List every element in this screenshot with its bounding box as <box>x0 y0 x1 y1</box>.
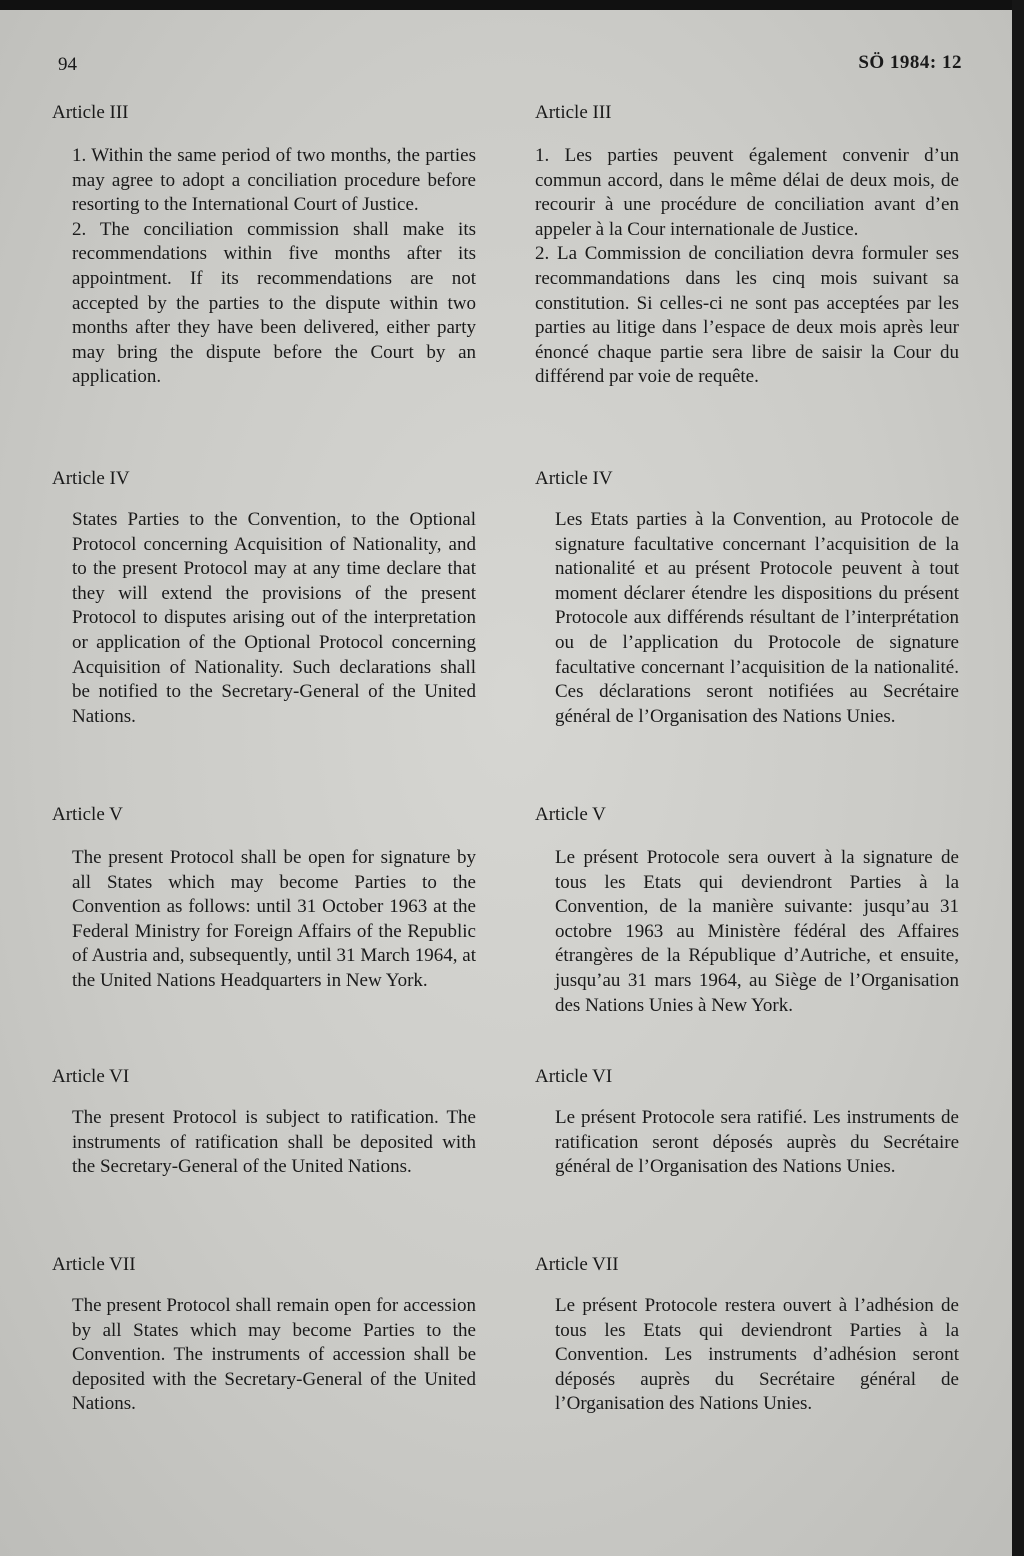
article-iii-body-en <box>52 144 476 390</box>
article-iv-heading-fr: Article IV <box>535 468 613 489</box>
article-vi-heading-fr: Article VI <box>535 1066 613 1087</box>
page-number: 94 <box>58 54 77 75</box>
article-vi-text-en: The present Protocol is subject to ratification. The instruments of ratification shall be deposited with the Secretary-General of the United Nations. <box>72 1107 476 1178</box>
article-iv-text-fr: Les Etats parties à la Convention, au Protocole de signature facultative concernant l’acquisition de la nationalité et au présent Protocole peuvent à tout moment déclarer étendre les dispositions du présent Protocole aux différends résultant de l’interprétation ou de l’application du Protocole de signature facultative concernant l’acquisition de la nationalité. Ces déclarations seront notifiées au Secrétaire général de l’Organisation des Nations Unies. <box>555 509 959 727</box>
article-iii-para1-fr: 1. Les parties peuvent également convenir d’un commun accord, dans le même délai de deux mois, de recourir à une procédure de conciliation avant d’en appeler à la Cour internationale de Justice. <box>535 145 959 240</box>
article-iii-para1-en: 1. Within the same period of two months, the parties may agree to adopt a conciliation procedure before resorting to the International Court of Justice. <box>72 145 476 216</box>
article-iii-para2-fr: 2. La Commission de conciliation devra formuler ses recommandations dans les cinq mois suivant sa constitution. Si celles-ci ne sont pas acceptées par les parties au litige dans l’espace de deux mois après leur énoncé chaque partie sera libre de saisir la Cour du différend par voie de requête. <box>535 243 959 388</box>
article-vii-heading-fr: Article VII <box>535 1254 619 1275</box>
article-v-heading-fr: Article V <box>535 804 606 825</box>
article-iii-heading-en: Article III <box>52 102 129 123</box>
article-iii-body-fr <box>535 144 959 390</box>
article-iii-para2-en: 2. The conciliation commission shall make its recommendations within five months after its appointment. If its recommendations are not accepted by the parties to the dispute within two months after they have been delivered, either party may bring the dispute before the Court by an application. <box>72 218 476 388</box>
article-iii-heading-fr: Article III <box>535 102 612 123</box>
article-vii-heading-en: Article VII <box>52 1254 136 1275</box>
document-reference: SÖ 1984: 12 <box>858 52 962 73</box>
article-vi-heading-en: Article VI <box>52 1066 130 1087</box>
article-vii-text-fr: Le présent Protocole restera ouvert à l’adhésion de tous les Etats qui deviendront Parties à la Convention. Les instruments d’adhésion seront déposés auprès du Secrétaire général de l’Organisation des Nations Unies. <box>555 1295 959 1415</box>
right-border <box>1012 0 1024 1556</box>
top-border <box>0 0 1024 10</box>
article-v-text-en: The present Protocol shall be open for signature by all States which may become Parties to the Convention as follows: until 31 October 1963 at the Federal Ministry for Foreign Affairs of the Republic of Austria and, subsequently, until 31 March 1964, at the United Nations Headquarters in New York. <box>72 847 476 991</box>
article-v-heading-en: Article V <box>52 804 123 825</box>
article-iv-heading-en: Article IV <box>52 468 130 489</box>
article-iv-text-en: States Parties to the Convention, to the Optional Protocol concerning Acquisition of Nationality, and to the present Protocol may at any time declare that they will extend the provisions of the present Protocol to disputes arising out of the interpretation or application of the Optional Protocol concerning Acquisition of Nationality. Such declarations shall be notified to the Secretary-General of the United Nations. <box>72 509 476 727</box>
article-vi-text-fr: Le présent Protocole sera ratifié. Les instruments de ratification seront déposés auprès du Secrétaire général de l’Organisation des Nations Unies. <box>555 1107 959 1178</box>
article-vii-text-en: The present Protocol shall remain open for accession by all States which may become Parties to the Convention. The instruments of accession shall be deposited with the Secretary-General of the United Nations. <box>72 1295 476 1415</box>
article-v-text-fr: Le présent Protocole sera ouvert à la signature de tous les Etats qui deviendront Parties à la Convention, de la manière suivante: jusqu’au 31 octobre 1963 au Ministère fédéral des Affaires étrangères de la République d’Autriche, et ensuite, jusqu’au 31 mars 1964, au Siège de l’Organisation des Nations Unies à New York. <box>555 847 959 1016</box>
